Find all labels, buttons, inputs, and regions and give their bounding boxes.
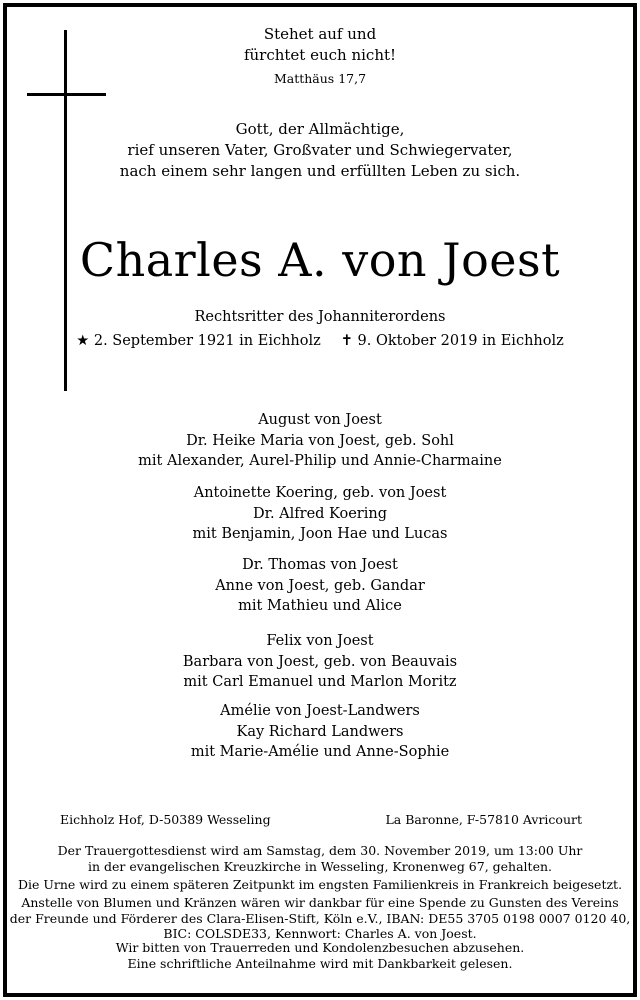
family-line: Barbara von Joest, geb. von Beauvais bbox=[182, 653, 458, 670]
request-note bbox=[0, 940, 640, 971]
cross-small-icon: ✝ bbox=[340, 333, 353, 349]
family-line: Antoinette Koering, geb. von Joest bbox=[193, 485, 447, 501]
deceased-title: Rechtsritter des Johanniterordens bbox=[194, 309, 446, 325]
donation-note bbox=[0, 895, 640, 942]
cross-icon-horizontal bbox=[27, 93, 106, 96]
family-line: mit Carl Emanuel und Marlon Moritz bbox=[183, 674, 457, 690]
family-line: Anne von Joest, geb. Gandar bbox=[215, 577, 425, 594]
death-text: 9. Oktober 2019 in Eichholz bbox=[357, 333, 564, 349]
service-line-1: Der Trauergottesdienst wird am Samstag, dem 30. November 2019, um 13:00 Uhr bbox=[57, 843, 583, 858]
family-line: mit Marie-Amélie und Anne-Sophie bbox=[190, 744, 450, 760]
family-line: Amélie von Joest-Landwers bbox=[220, 703, 420, 719]
deceased-name: Charles A. von Joest bbox=[79, 233, 561, 287]
death-date bbox=[341, 333, 564, 349]
intro-line-3: nach einem sehr langen und erfüllten Leben zu sich. bbox=[119, 162, 521, 180]
family-line: Dr. Thomas von Joest bbox=[242, 557, 398, 573]
urn-note: Die Urne wird zu einem späteren Zeitpunkt im engsten Familienkreis in Frankreich beigesetzt. bbox=[17, 877, 623, 892]
verse-line-2: fürchtet euch nicht! bbox=[243, 46, 397, 64]
family-line: mit Benjamin, Joon Hae und Lucas bbox=[192, 526, 448, 542]
address-right: La Baronne, F-57810 Avricourt bbox=[385, 812, 582, 827]
family-line: Dr. Alfred Koering bbox=[252, 505, 387, 522]
family-line: Felix von Joest bbox=[266, 633, 374, 649]
family-line: mit Mathieu und Alice bbox=[238, 598, 402, 614]
birth-date bbox=[76, 333, 321, 349]
family-line: August von Joest bbox=[258, 412, 382, 428]
service-note bbox=[0, 843, 640, 874]
family-group-2 bbox=[0, 483, 640, 545]
life-dates bbox=[0, 333, 640, 349]
family-line: Kay Richard Landwers bbox=[236, 723, 404, 740]
donation-line-1: Anstelle von Blumen und Kränzen wären wir dankbar für eine Spende zu Gunsten des Vereins bbox=[21, 895, 619, 910]
bible-verse bbox=[0, 24, 640, 66]
family-group-5 bbox=[0, 701, 640, 763]
intro-line-1: Gott, der Allmächtige, bbox=[235, 120, 405, 138]
request-line-2: Eine schriftliche Anteilnahme wird mit Dankbarkeit gelesen. bbox=[127, 955, 513, 971]
donation-line-2: der Freunde und Förderer des Clara-Elisen-Stift, Köln e.V., IBAN: DE55 3705 0198 0007 0120 40, bbox=[9, 910, 631, 926]
request-line-1: Wir bitten von Trauerreden und Kondolenzbesuchen abzusehen. bbox=[115, 940, 525, 955]
intro-text bbox=[0, 119, 640, 182]
verse-reference: Matthäus 17,7 bbox=[273, 71, 367, 86]
family-group-4 bbox=[0, 631, 640, 693]
verse-line-1: Stehet auf und bbox=[263, 25, 377, 43]
address-left: Eichholz Hof, D-50389 Wesseling bbox=[60, 812, 271, 827]
donation-line-3: BIC: COLSDE33, Kennwort: Charles A. von Joest. bbox=[163, 926, 477, 941]
intro-line-2: rief unseren Vater, Großvater und Schwiegervater, bbox=[127, 141, 513, 159]
family-line: mit Alexander, Aurel-Philip und Annie-Charmaine bbox=[138, 453, 502, 469]
star-icon: ★ bbox=[76, 333, 90, 349]
birth-text: 2. September 1921 in Eichholz bbox=[93, 333, 321, 349]
service-line-2: in der evangelischen Kreuzkirche in Wesseling, Kronenweg 67, gehalten. bbox=[87, 858, 552, 874]
family-group-1 bbox=[0, 410, 640, 472]
family-group-3 bbox=[0, 555, 640, 617]
family-line: Dr. Heike Maria von Joest, geb. Sohl bbox=[186, 432, 454, 449]
